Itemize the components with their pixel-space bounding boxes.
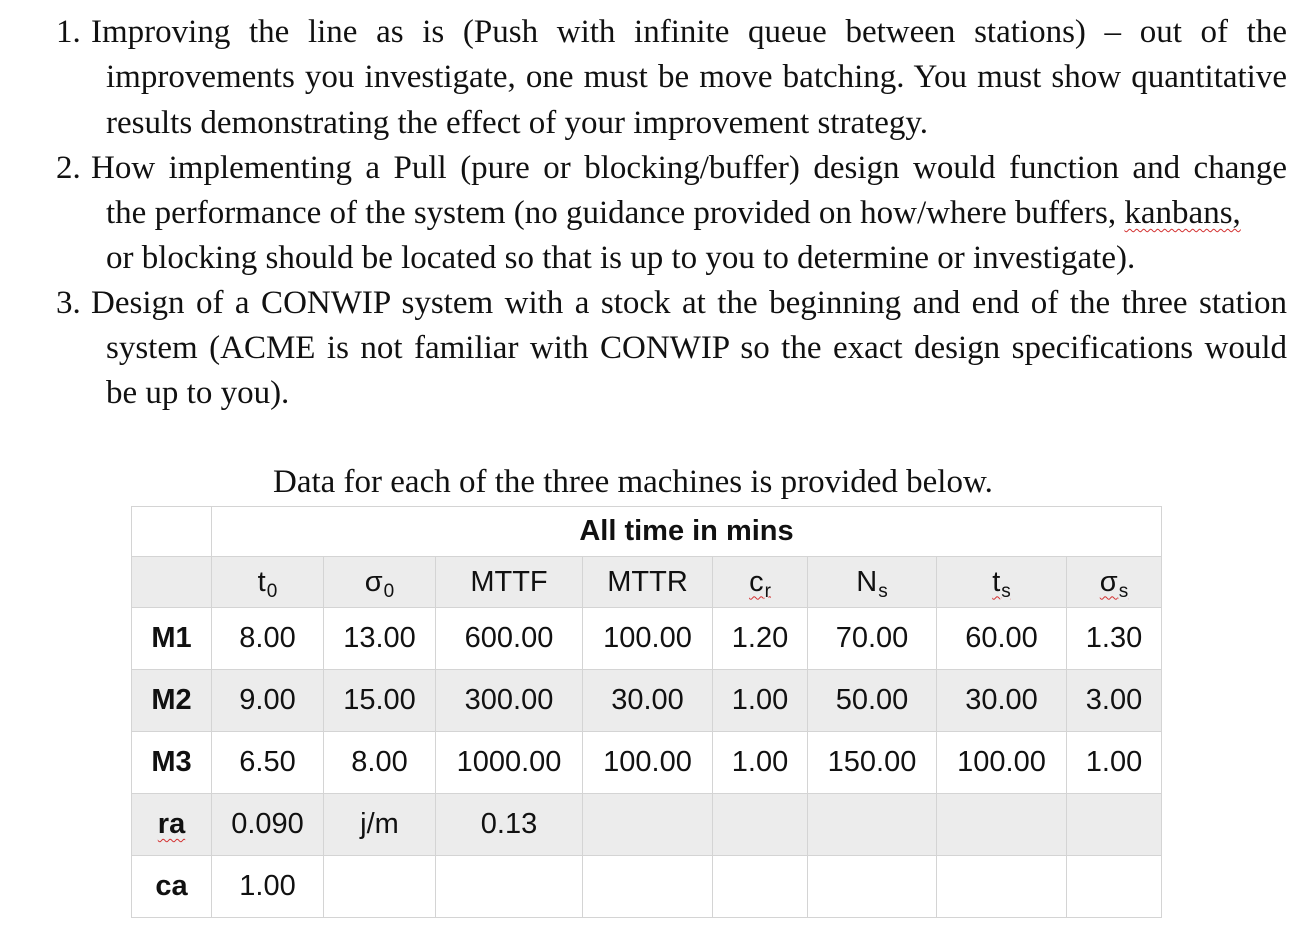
col-header: $t_0$ — [212, 557, 324, 608]
table-cell: 1.00 — [1067, 732, 1162, 794]
table-cell: j/m — [324, 794, 436, 856]
table-cell: 600.00 — [436, 608, 583, 670]
item-line: improvements you investigate, one must be move batching. You must show quantitative — [106, 59, 1287, 95]
col-header: $N_s$ — [808, 557, 937, 608]
table-cell: 9.00 — [212, 670, 324, 732]
table-cell — [583, 794, 713, 856]
item-number: 2. — [56, 150, 81, 186]
item-line: results demonstrating the effect of your improvement strategy. — [106, 105, 929, 141]
table-cell: 30.00 — [583, 670, 713, 732]
item-line: be up to you). — [106, 375, 290, 411]
table-row-m3 — [132, 732, 1162, 794]
table-row-m2 — [132, 670, 1162, 732]
intro-text: Data for each of the three machines is provided below. — [273, 464, 993, 500]
col-header: $\sigma_0$ — [324, 557, 436, 608]
table-cell: 100.00 — [583, 732, 713, 794]
row-label: M2 — [132, 670, 212, 732]
col-header: MTTF — [436, 557, 583, 608]
table-cell — [808, 856, 937, 918]
table-cell — [1067, 856, 1162, 918]
table-cell — [713, 794, 808, 856]
table-cell: 15.00 — [324, 670, 436, 732]
row-label: M3 — [132, 732, 212, 794]
table-cell: 0.090 — [212, 794, 324, 856]
table-title: All time in mins — [212, 507, 1162, 557]
col-header: $t_s$ — [937, 557, 1067, 608]
row-label: ra — [132, 794, 212, 856]
item-number: 1. — [56, 14, 81, 50]
table-cell: 1.20 — [713, 608, 808, 670]
corner-cell — [132, 557, 212, 608]
row-label: ca — [132, 856, 212, 918]
spellcheck-flagged-word: kanbans, — [1124, 195, 1241, 231]
table-cell: 1.00 — [713, 670, 808, 732]
col-header: $\sigma_s$ — [1067, 557, 1162, 608]
table-cell — [436, 856, 583, 918]
row-label: M1 — [132, 608, 212, 670]
line-text: the performance of the system (no guidance provided on how/where buffers, — [106, 195, 1117, 231]
table-cell: 50.00 — [808, 670, 937, 732]
table-cell: 1.30 — [1067, 608, 1162, 670]
table-row-m1 — [132, 608, 1162, 670]
item-line: system (ACME is not familiar with CONWIP so the exact design specifications would — [106, 330, 1287, 366]
item-line: How implementing a Pull (pure or blocking/buffer) design would function and change — [91, 150, 1287, 186]
col-header: MTTR — [583, 557, 713, 608]
table-cell — [937, 794, 1067, 856]
table-cell — [808, 794, 937, 856]
table-cell: 1.00 — [713, 732, 808, 794]
table-cell: 1.00 — [212, 856, 324, 918]
table-cell: 8.00 — [212, 608, 324, 670]
item-number: 3. — [56, 285, 81, 321]
table-cell: 13.00 — [324, 608, 436, 670]
item-line: Design of a CONWIP system with a stock at the beginning and end of the three station — [91, 285, 1287, 321]
table-cell: 70.00 — [808, 608, 937, 670]
table-cell: 100.00 — [583, 608, 713, 670]
table-cell: 300.00 — [436, 670, 583, 732]
table-cell: 150.00 — [808, 732, 937, 794]
col-header: $c_r$ — [713, 557, 808, 608]
table-cell: 3.00 — [1067, 670, 1162, 732]
table-cell: 60.00 — [937, 608, 1067, 670]
table-row-ra — [132, 794, 1162, 856]
table-cell: 0.13 — [436, 794, 583, 856]
column-header-row — [132, 557, 1162, 608]
table-cell: 8.00 — [324, 732, 436, 794]
table-row-ca — [132, 856, 1162, 918]
table-cell — [937, 856, 1067, 918]
table-cell — [583, 856, 713, 918]
item-line — [106, 193, 1287, 233]
table-cell — [1067, 794, 1162, 856]
item-line: Improving the line as is (Push with infinite queue between stations) – out of the — [91, 14, 1287, 50]
table-cell: 100.00 — [937, 732, 1067, 794]
table-cell: 30.00 — [937, 670, 1067, 732]
machine-data-table — [131, 506, 1162, 918]
corner-cell — [132, 507, 212, 557]
table-cell: 6.50 — [212, 732, 324, 794]
table-cell — [713, 856, 808, 918]
table-cell — [324, 856, 436, 918]
table-cell: 1000.00 — [436, 732, 583, 794]
item-line: or blocking should be located so that is up to you to determine or investigate). — [106, 240, 1136, 276]
